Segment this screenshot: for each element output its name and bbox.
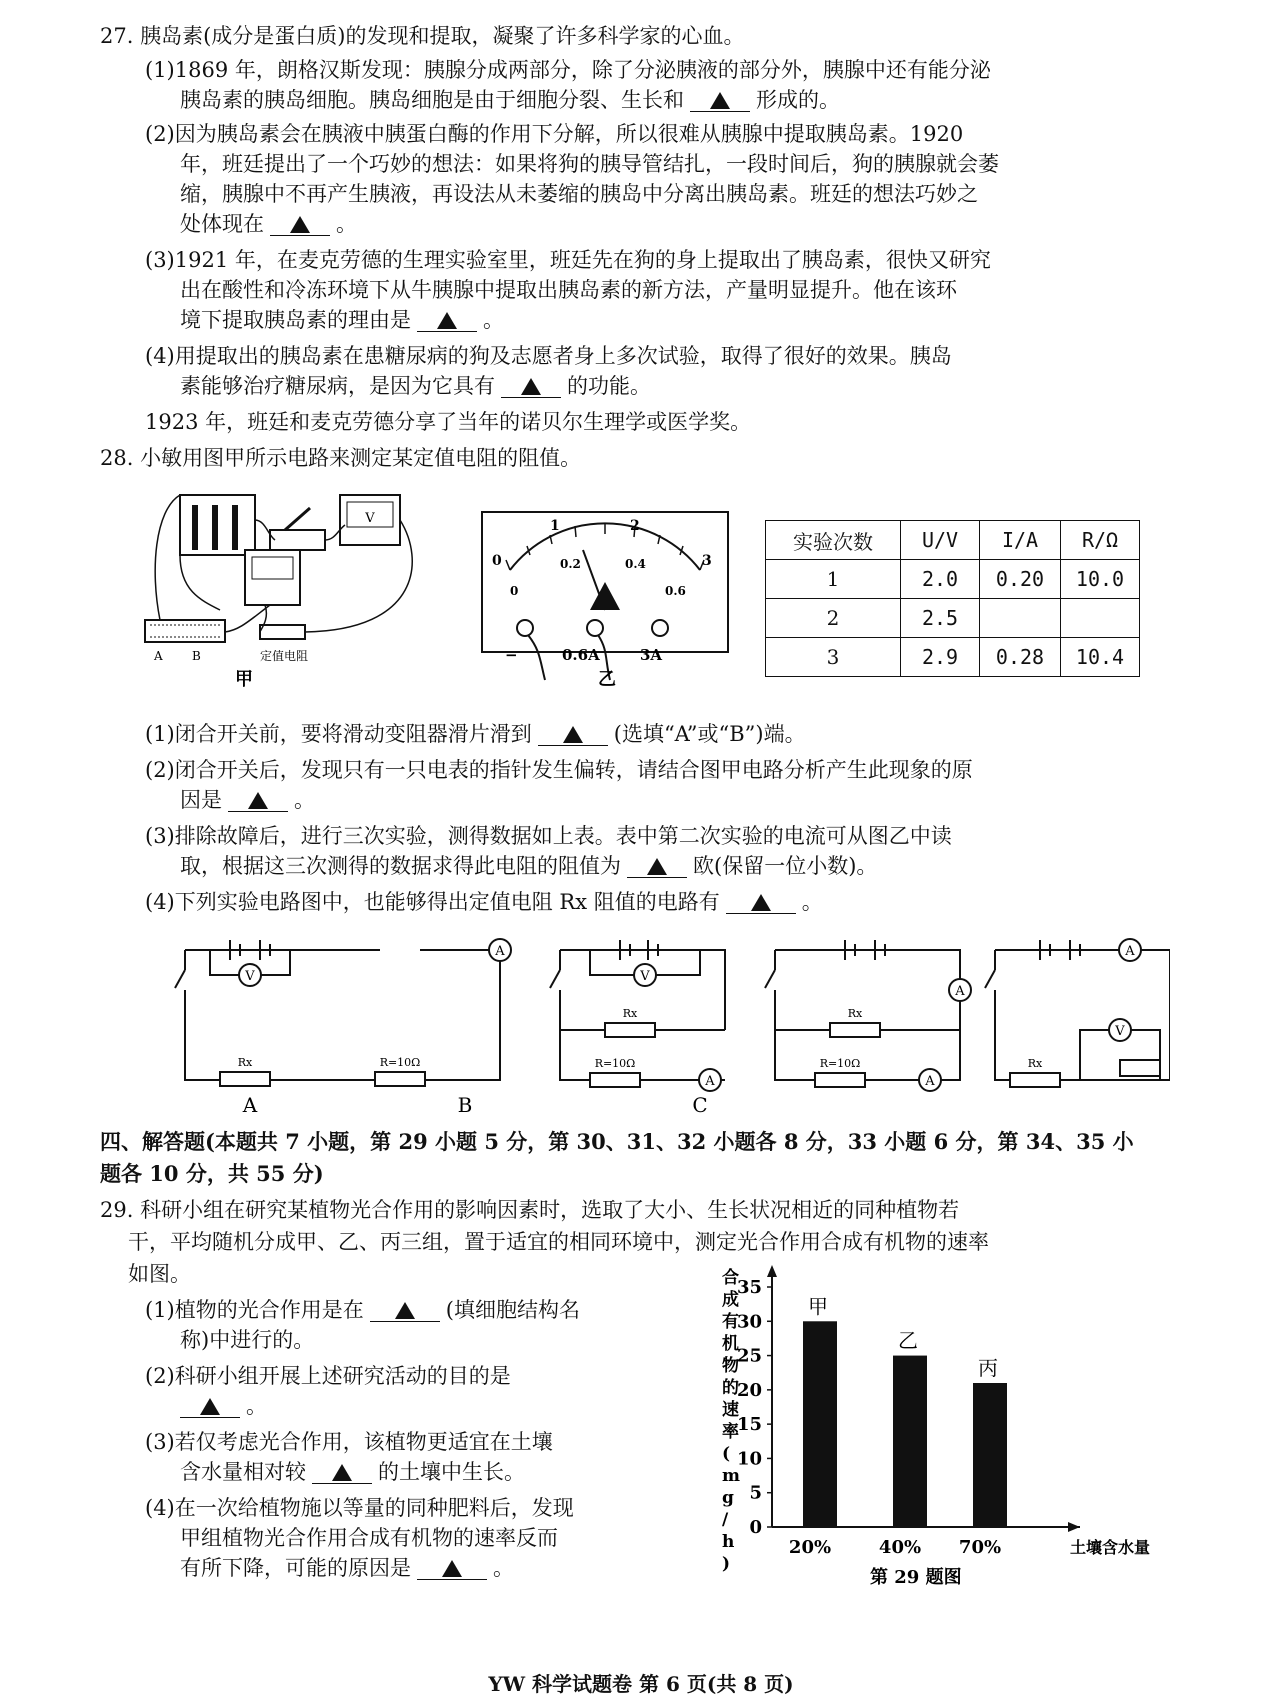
q27-p1-c-text: 形成的。 <box>756 88 840 112</box>
q29-s4-a: (4)在一次给植物施以等量的同种肥料后，发现 <box>145 1496 574 1520</box>
q27-stem: 27. 胰岛素(成分是蛋白质)的发现和提取，凝聚了许多科学家的心血。 <box>100 24 745 48</box>
q27-p1-b <box>180 86 840 114</box>
q29-s3-a: (3)若仅考虑光合作用，该植物更适宜在土壤 <box>145 1430 553 1454</box>
q27-p3-c-text: 境下提取胰岛素的理由是 <box>180 308 411 332</box>
circuit-b <box>395 940 725 1087</box>
table-cell: 2.5 <box>901 599 980 638</box>
q28-stem: 28. 小敏用图甲所示电路来测定某定值电阻的阻值。 <box>100 446 582 470</box>
q27-p2-d-text: 处体现在 <box>180 212 264 236</box>
bar-group-label: 丙 <box>978 1356 998 1380</box>
answer-blank[interactable] <box>726 891 796 914</box>
ammeter-letter: A <box>925 1074 935 1089</box>
figure-yi-caption: 乙 <box>598 669 616 690</box>
answer-blank[interactable] <box>370 1299 440 1322</box>
answer-blank[interactable] <box>538 723 608 746</box>
switch-icon <box>550 970 560 988</box>
chart-ylabel-char: 率 <box>722 1422 739 1442</box>
section4-line1: 四、解答题(本题共 7 小题，第 29 小题 5 分，第 30、31、32 小题各 8 分，33 小题 6 分，第 34、35 小 <box>100 1129 1134 1154</box>
voltmeter-label: V <box>365 511 375 526</box>
q28-s1 <box>145 720 806 748</box>
page-footer: YW 科学试题卷 第 6 页(共 8 页) <box>488 1672 794 1696</box>
bottom-tick-3: 0.6 <box>665 584 686 598</box>
table-cell: 10.4 <box>1061 638 1140 677</box>
q29-stem-b: 干，平均随机分成甲、乙、丙三组，置于适宜的相同环境中，测定光合作用合成有机物的速率 <box>128 1230 989 1254</box>
circuit-b-label: B <box>457 1093 473 1117</box>
figure-jia-caption: 甲 <box>235 669 253 690</box>
label-b: B <box>192 649 201 663</box>
chart-ylabel-char: 的 <box>722 1378 739 1398</box>
answer-blank[interactable] <box>180 1395 240 1418</box>
q27-p3-b: 出在酸性和冷冻环境下从牛胰腺中提取出胰岛素的新方法，产量明显提升。他在该环 <box>180 278 957 302</box>
answer-blank[interactable] <box>417 1557 487 1580</box>
q29-s2-tail: 。 <box>246 1394 267 1418</box>
triangle-icon <box>248 792 268 809</box>
circuit-a-label: A <box>242 1093 258 1117</box>
terminal-06 <box>587 620 603 636</box>
triangle-icon <box>442 1560 462 1577</box>
circuit-c-label: C <box>692 1093 708 1117</box>
answer-blank[interactable] <box>228 789 288 812</box>
q29-s1-tail: (填细胞结构名 <box>445 1298 580 1322</box>
answer-blank[interactable] <box>627 855 687 878</box>
chart-ylabel-char: ( <box>722 1444 731 1464</box>
circuit-d <box>985 940 1170 1087</box>
chart-ylabel-char: 合 <box>722 1268 739 1288</box>
table-row <box>766 560 1140 599</box>
figure-yi <box>480 510 730 690</box>
voltmeter-letter: V <box>1115 1024 1125 1039</box>
top-tick-0: 0 <box>492 553 502 569</box>
r10-label: R=10Ω <box>819 1057 861 1070</box>
q29-s2-a: (2)科研小组开展上述研究活动的目的是 <box>145 1364 511 1388</box>
q28-s2-a: (2)闭合开关后，发现只有一只电表的指针发生偏转，请结合图甲电路分析产生此现象的原 <box>145 758 973 782</box>
answer-blank[interactable] <box>417 309 477 332</box>
chart-ylabel-char: h <box>722 1532 735 1552</box>
bottom-tick-1: 0.2 <box>560 557 581 571</box>
q27-p4-b <box>180 372 651 400</box>
table-header: 实验次数 <box>766 521 901 560</box>
ammeter-letter: A <box>1125 944 1135 959</box>
triangle-icon <box>521 378 541 395</box>
y-tick-label: 30 <box>736 1311 762 1333</box>
resistor-r10 <box>590 1073 640 1087</box>
q28-s3-b <box>180 852 877 880</box>
answer-blank[interactable] <box>270 213 330 236</box>
chart-caption: 第 29 题图 <box>870 1567 962 1588</box>
answer-blank[interactable] <box>690 89 750 112</box>
y-axis-arrow-icon <box>767 1265 777 1277</box>
q28-s4-tail: 。 <box>801 890 823 914</box>
terminal-3 <box>652 620 668 636</box>
bottom-tick-2: 0.4 <box>625 557 646 571</box>
chart-ylabel-char: 物 <box>722 1356 739 1376</box>
circuit-b-wire <box>395 950 725 1080</box>
q29-s1-text: (1)植物的光合作用是在 <box>145 1298 364 1322</box>
chart-xlabel: 土壤含水量 <box>1070 1538 1151 1557</box>
triangle-icon <box>290 216 310 233</box>
switch-icon <box>175 970 185 988</box>
resistor-r10 <box>375 1072 425 1086</box>
label-a: A <box>154 649 163 663</box>
table-cell-empty[interactable] <box>980 599 1061 638</box>
figure-jia <box>140 480 430 690</box>
chart-ylabel-char: / <box>722 1510 729 1530</box>
table-header: U/V <box>901 521 980 560</box>
q28-s2-c-text: 。 <box>294 788 315 812</box>
table-cell: 1 <box>766 560 901 599</box>
top-tick-2: 2 <box>630 518 640 534</box>
top-tick-1: 1 <box>550 518 560 534</box>
switch-icon <box>985 970 995 988</box>
y-tick-label: 25 <box>736 1345 762 1367</box>
switch <box>270 530 325 550</box>
chart-ylabel-char: ) <box>722 1554 731 1574</box>
terminal-3-label: 3A <box>640 646 663 664</box>
resistor-rx <box>1010 1073 1060 1087</box>
x-category-label: 40% <box>878 1537 922 1558</box>
r10-label: R=10Ω <box>379 1056 421 1069</box>
ammeter-letter: A <box>705 1074 715 1089</box>
q28-s3-a: (3)排除故障后，进行三次实验，测得数据如上表。表中第二次实验的电流可从图乙中读 <box>145 824 952 848</box>
q27-p2-c: 缩，胰腺中不再产生胰液，再设法从未萎缩的胰岛中分离出胰岛素。班廷的想法巧妙之 <box>180 182 978 206</box>
q29-s3-b <box>180 1458 525 1486</box>
terminal-06-label: 0.6A <box>562 646 600 664</box>
triangle-icon <box>710 92 730 109</box>
data-table <box>765 520 1140 677</box>
triangle-icon <box>395 1302 415 1319</box>
q29-stem-a: 29. 科研小组在研究某植物光合作用的影响因素时，选取了大小、生长状况相近的同种植物若 <box>100 1198 960 1222</box>
q27-p3-d-text: 。 <box>483 308 504 332</box>
table-header: I/A <box>980 521 1061 560</box>
x-category-label: 70% <box>958 1537 1002 1558</box>
table-cell: 2.0 <box>901 560 980 599</box>
y-tick-label: 35 <box>736 1277 762 1298</box>
chart-ylabel-char: 有 <box>722 1312 739 1332</box>
voltmeter-letter: V <box>640 969 650 984</box>
label-resistor: 定值电阻 <box>260 649 309 663</box>
q28-s3-b-text: 取，根据这三次测得的数据求得此电阻的阻值为 <box>180 854 621 878</box>
circuit-a <box>175 940 500 1086</box>
chart-ylabel-char: 速 <box>722 1400 739 1420</box>
q29-s4-c <box>180 1554 514 1582</box>
q27-p4-c-text: 的功能。 <box>567 374 651 398</box>
terminal-minus-label: − <box>505 646 518 664</box>
chart-ylabel-char: m <box>722 1466 740 1486</box>
q29-s4-b: 甲组植物光合作用合成有机物的速率反而 <box>180 1526 558 1550</box>
chart-ylabel-char: g <box>722 1488 734 1508</box>
ammeter-letter: A <box>495 944 505 959</box>
table-header-row <box>766 521 1140 560</box>
table-cell: 3 <box>766 638 901 677</box>
table-cell: 2.9 <box>901 638 980 677</box>
bar <box>973 1383 1007 1527</box>
voltmeter-letter: V <box>245 969 255 984</box>
ammeter-dial <box>252 557 293 579</box>
triangle-icon <box>563 726 583 743</box>
q29-stem-c: 如图。 <box>128 1262 191 1286</box>
triangle-icon <box>332 1464 352 1481</box>
q28-s1-text: (1)闭合开关前，要将滑动变阻器滑片滑到 <box>145 722 532 746</box>
section4-line2: 题各 10 分，共 55 分) <box>100 1161 324 1186</box>
chart-bars <box>789 1294 1007 1558</box>
circuit-a-wire <box>185 950 500 1080</box>
y-tick-label: 10 <box>736 1448 762 1470</box>
chart-ylabel-char: 机 <box>722 1334 739 1354</box>
q28-s3-c-text: 欧(保留一位小数)。 <box>693 854 878 878</box>
answer-blank[interactable] <box>501 375 561 398</box>
table-row <box>766 638 1140 677</box>
q27-p4-a: (4)用提取出的胰岛素在患糖尿病的狗及志愿者身上多次试验，取得了很好的效果。胰岛 <box>145 344 952 368</box>
table-cell: 0.28 <box>980 638 1061 677</box>
ammeter-letter: A <box>955 984 965 999</box>
rx-label: Rx <box>622 1007 638 1020</box>
triangle-icon <box>437 312 457 329</box>
q27-p2-e-text: 。 <box>336 212 357 236</box>
q29-s1-c: 称)中进行的。 <box>180 1328 315 1352</box>
r10-label: R=10Ω <box>594 1057 636 1070</box>
answer-blank[interactable] <box>312 1461 372 1484</box>
terminal-minus <box>517 620 533 636</box>
table-cell: 10.0 <box>1061 560 1140 599</box>
q29-s2-b <box>180 1392 267 1420</box>
q27-p1-b-text: 胰岛素的胰岛细胞。胰岛细胞是由于细胞分裂、生长和 <box>180 88 684 112</box>
fixed-resistor <box>260 625 305 639</box>
rheostat-icon <box>1120 1060 1160 1076</box>
q28-s4-text: (4)下列实验电路图中，也能够得出定值电阻 Rx 阻值的电路有 <box>145 890 720 914</box>
q29-s3-text: 含水量相对较 <box>180 1460 306 1484</box>
dial-tick <box>575 526 576 537</box>
q28-s2-b-text: 因是 <box>180 788 222 812</box>
q28-s4 <box>145 888 823 916</box>
q27-p3-c <box>180 306 504 334</box>
top-tick-3: 3 <box>702 553 712 569</box>
q27-p4-b-text: 素能够治疗糖尿病，是因为它具有 <box>180 374 495 398</box>
resistor-rx <box>830 1023 880 1037</box>
x-category-label: 20% <box>788 1537 832 1558</box>
q29-s4-tail: 。 <box>493 1556 514 1580</box>
q29-s4-text: 有所下降，可能的原因是 <box>180 1556 411 1580</box>
q27-p2-d <box>180 210 357 238</box>
table-cell-empty[interactable] <box>1061 599 1140 638</box>
bar <box>893 1356 927 1527</box>
triangle-icon <box>751 894 771 911</box>
circuit-diagrams <box>170 930 1170 1120</box>
rx-label: Rx <box>847 1007 863 1020</box>
circuit-c <box>600 940 960 1087</box>
switch-lever <box>285 508 310 530</box>
y-tick-label: 5 <box>749 1482 762 1504</box>
y-tick-label: 0 <box>749 1517 762 1538</box>
q29-s3-tail: 的土壤中生长。 <box>378 1460 525 1484</box>
q28-s2-b <box>180 786 315 814</box>
bar <box>803 1321 837 1527</box>
rx-label: Rx <box>1027 1057 1043 1070</box>
table-cell: 0.20 <box>980 560 1061 599</box>
q29-s1-a <box>145 1296 580 1324</box>
bar-group-label: 乙 <box>898 1328 918 1353</box>
table-row <box>766 599 1140 638</box>
q27-end: 1923 年，班廷和麦克劳德分享了当年的诺贝尔生理学或医学奖。 <box>145 410 752 434</box>
table-cell: 2 <box>766 599 901 638</box>
q27-p2-b: 年，班廷提出了一个巧妙的想法：如果将狗的胰导管结扎，一段时间后，狗的胰腺就会萎 <box>180 152 999 176</box>
q27-p2-a: (2)因为胰岛素会在胰液中胰蛋白酶的作用下分解，所以很难从胰腺中提取胰岛素。1920 <box>145 122 964 146</box>
rheostat <box>145 620 225 642</box>
table-header: R/Ω <box>1061 521 1140 560</box>
resistor-r10 <box>815 1073 865 1087</box>
bar-group-label: 甲 <box>808 1294 828 1319</box>
rx-label: Rx <box>237 1056 253 1069</box>
y-tick-label: 15 <box>736 1414 762 1436</box>
y-tick-label: 20 <box>736 1379 762 1401</box>
bar-chart <box>710 1265 1160 1595</box>
triangle-icon <box>200 1398 220 1415</box>
triangle-icon <box>647 858 667 875</box>
bottom-tick-0: 0 <box>510 584 519 598</box>
resistor-rx <box>220 1072 270 1086</box>
x-axis-arrow-icon <box>1068 1522 1080 1532</box>
resistor-rx <box>605 1023 655 1037</box>
switch-icon <box>765 970 775 988</box>
q27-p1-a: (1)1869 年，朗格汉斯发现：胰腺分成两部分，除了分泌胰液的部分外，胰腺中还有能分泌 <box>145 58 991 82</box>
chart-ylabel-char: 成 <box>722 1290 739 1310</box>
q27-p3-a: (3)1921 年，在麦克劳德的生理实验室里，班廷先在狗的身上提取出了胰岛素，很快又研究 <box>145 248 991 272</box>
q28-s1-tail: (选填“A”或“B”)端。 <box>613 722 806 746</box>
